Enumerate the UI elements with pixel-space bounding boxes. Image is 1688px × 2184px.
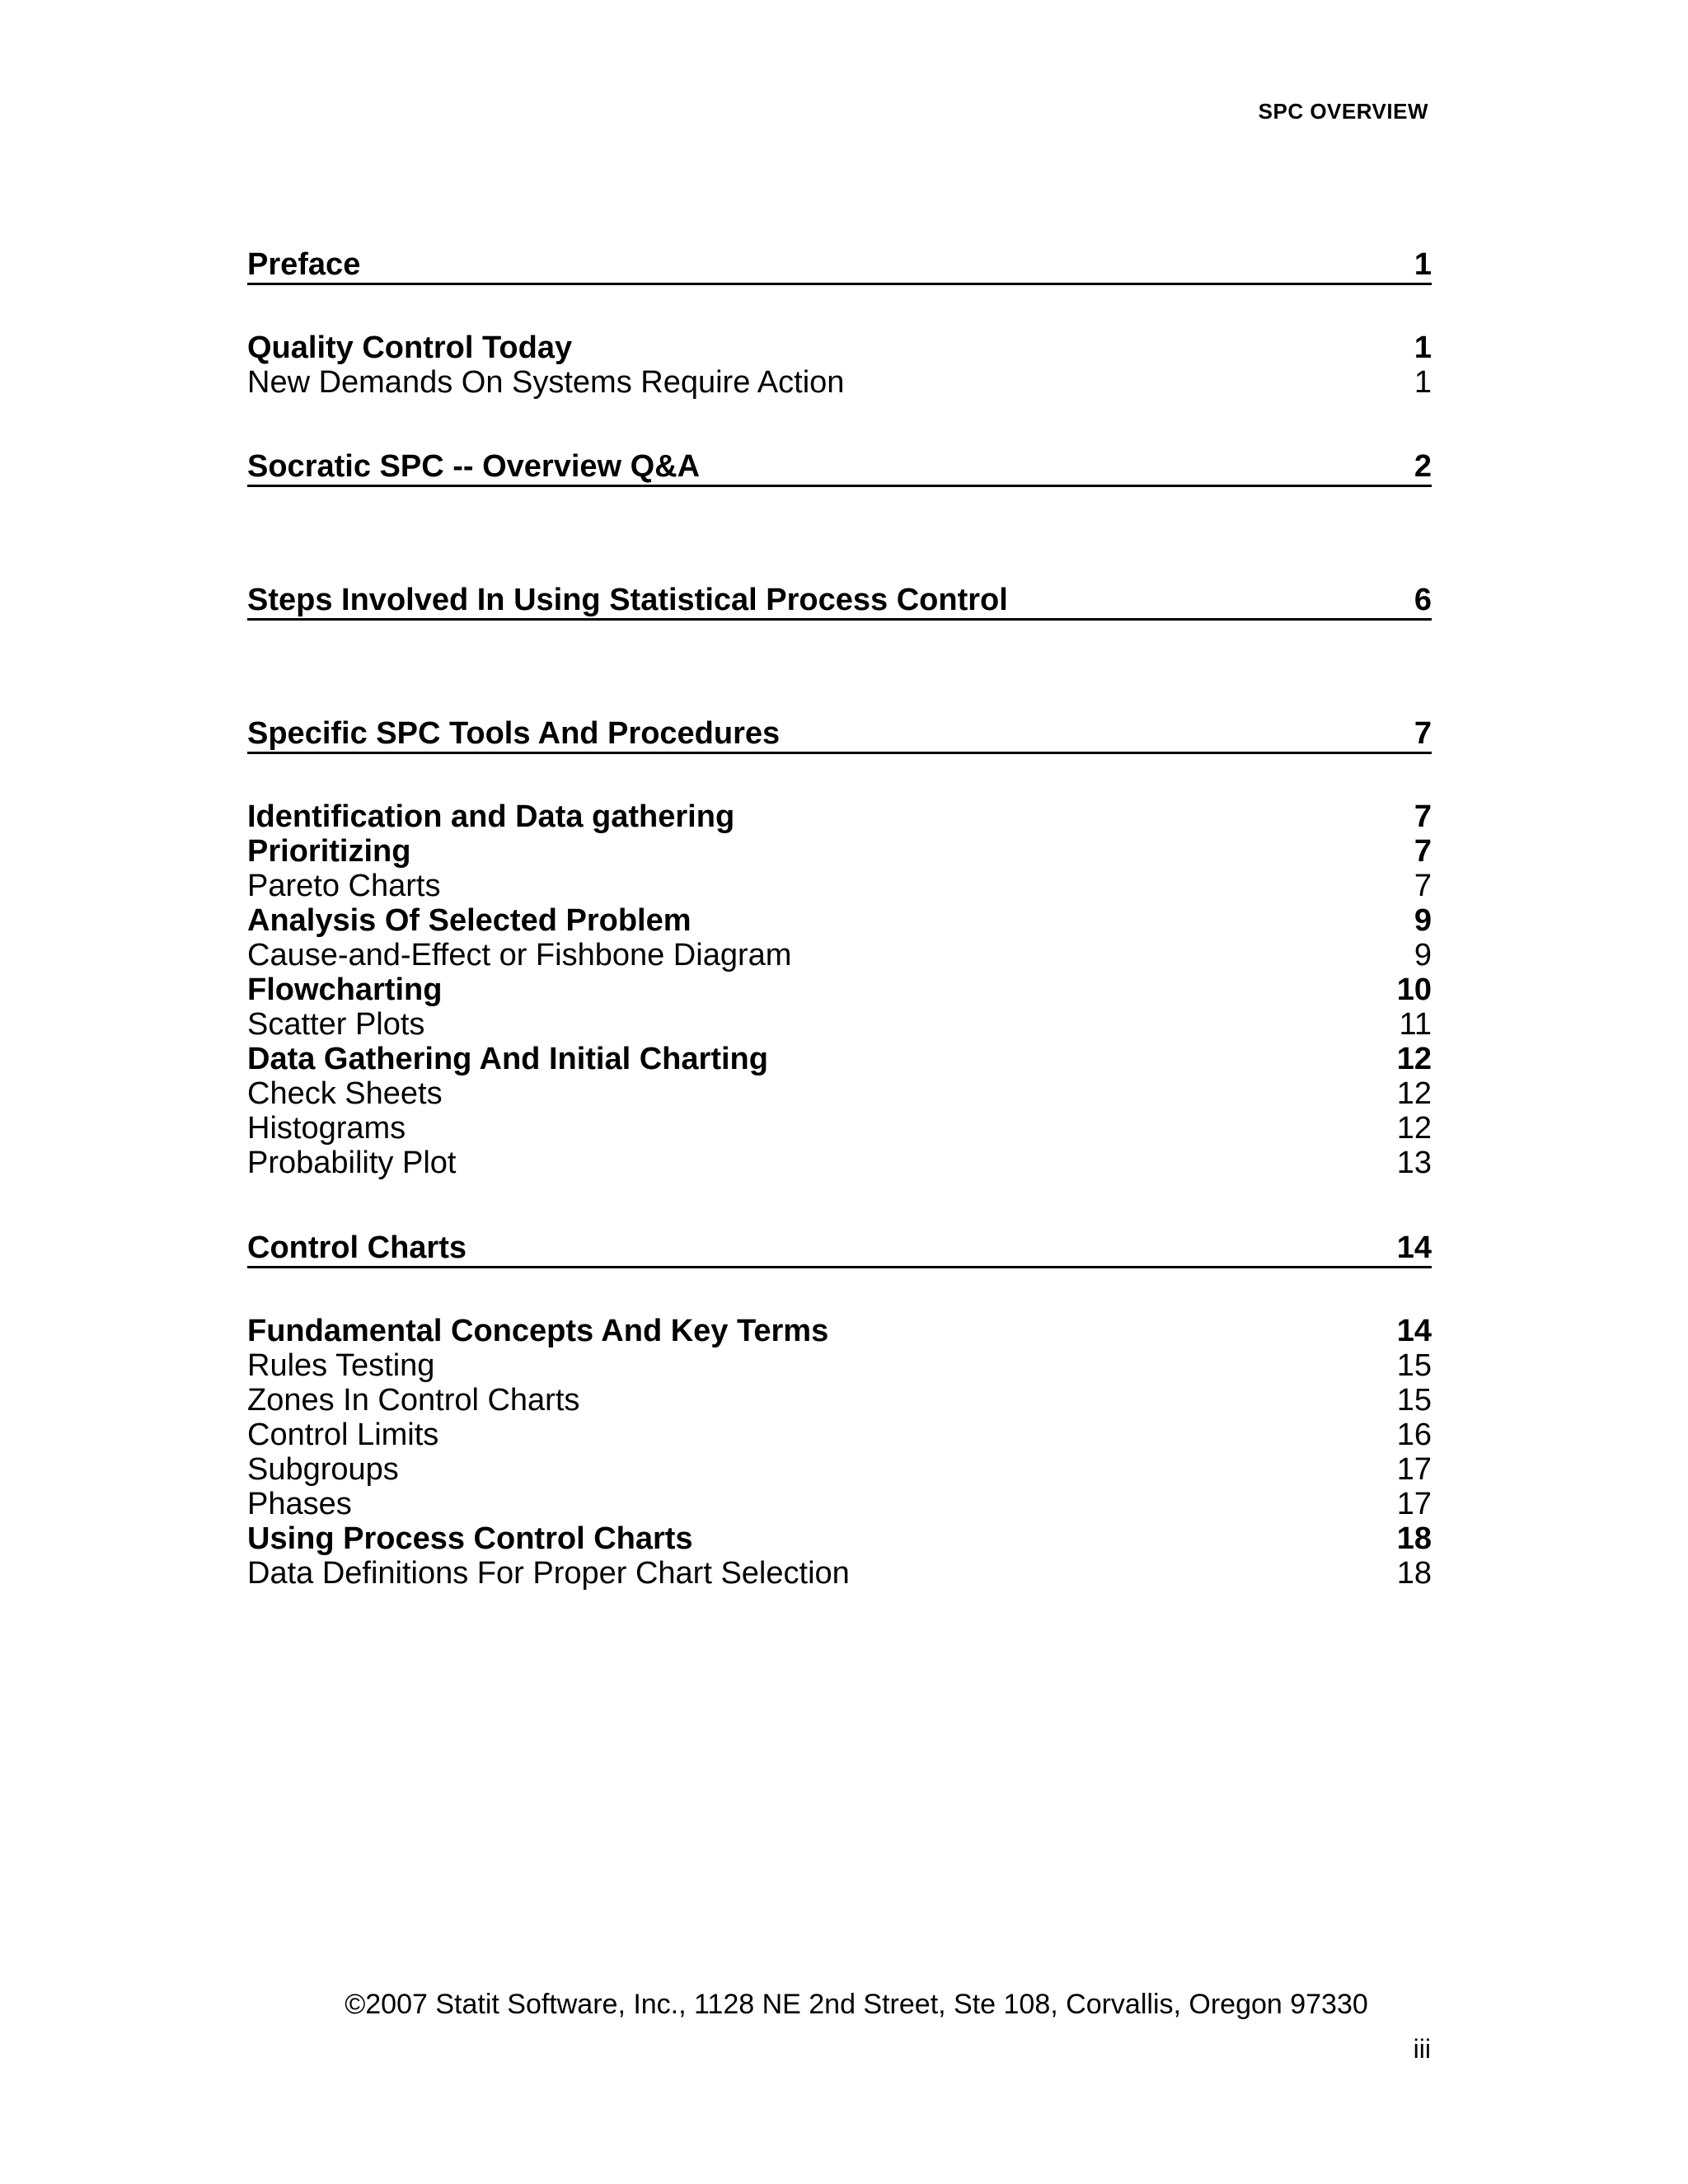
toc-page-number: 17 xyxy=(1396,1452,1432,1487)
toc-title: Cause-and-Effect or Fishbone Diagram xyxy=(247,938,792,972)
toc-page-number: 9 xyxy=(1414,903,1432,938)
toc-entry-fishbone[interactable] xyxy=(247,938,1432,972)
running-header: SPC OVERVIEW xyxy=(1258,99,1428,124)
toc-title: Histograms xyxy=(247,1111,406,1146)
toc-entry-zones[interactable] xyxy=(247,1383,1432,1418)
toc-section-preface[interactable] xyxy=(247,247,1432,282)
toc-page-number: 14 xyxy=(1396,1230,1432,1265)
toc-title: Socratic SPC -- Overview Q&A xyxy=(247,449,701,484)
toc-title: Analysis Of Selected Problem xyxy=(247,903,692,938)
toc-page-number: 12 xyxy=(1396,1111,1432,1146)
toc-title: Check Sheets xyxy=(247,1076,443,1111)
toc-section-socratic-spc[interactable] xyxy=(247,449,1432,484)
toc-title: Fundamental Concepts And Key Terms xyxy=(247,1314,829,1348)
toc-title: Prioritizing xyxy=(247,834,411,869)
toc-page-number: 10 xyxy=(1396,972,1432,1007)
toc-title: Using Process Control Charts xyxy=(247,1521,693,1556)
toc-page-number: 2 xyxy=(1414,449,1432,484)
toc-page-number: 14 xyxy=(1396,1314,1432,1348)
toc-entry-probability-plot[interactable] xyxy=(247,1146,1432,1180)
toc-title: Quality Control Today xyxy=(247,330,573,365)
toc-title: Steps Involved In Using Statistical Process Control xyxy=(247,583,1008,617)
toc-sub-quality-control-today[interactable] xyxy=(247,330,1432,365)
toc-title: Identification and Data gathering xyxy=(247,799,735,834)
toc-title: New Demands On Systems Require Action xyxy=(247,365,845,400)
toc-title: Subgroups xyxy=(247,1452,399,1487)
toc-section-control-charts[interactable] xyxy=(247,1230,1432,1265)
toc-title: Phases xyxy=(247,1487,352,1521)
copyright-footer: ©2007 Statit Software, Inc., 1128 NE 2nd Street, Ste 108, Corvallis, Oregon 97330 xyxy=(345,1989,1368,2020)
toc-entry-rules-testing[interactable] xyxy=(247,1348,1432,1383)
toc-page-number: 1 xyxy=(1414,365,1432,400)
toc-title: Specific SPC Tools And Procedures xyxy=(247,716,781,751)
toc-page-number: 12 xyxy=(1396,1076,1432,1111)
toc-entry-scatter-plots[interactable] xyxy=(247,1007,1432,1042)
toc-page-number: 7 xyxy=(1414,716,1432,751)
toc-entry-new-demands[interactable] xyxy=(247,365,1432,400)
toc-entry-data-definitions[interactable] xyxy=(247,1556,1432,1591)
toc-entry-pareto-charts[interactable] xyxy=(247,869,1432,903)
toc-entry-check-sheets[interactable] xyxy=(247,1076,1432,1111)
toc-sub-analysis[interactable] xyxy=(247,903,1432,938)
toc-entry-phases[interactable] xyxy=(247,1487,1432,1521)
toc-page-number: 7 xyxy=(1414,869,1432,903)
toc-section-specific-spc-tools[interactable] xyxy=(247,716,1432,751)
toc-page-number: 9 xyxy=(1414,938,1432,972)
toc-sub-identification[interactable] xyxy=(247,799,1432,834)
toc-section-steps-involved[interactable] xyxy=(247,583,1432,617)
toc-page-number: 15 xyxy=(1396,1383,1432,1418)
toc-page-number: 6 xyxy=(1414,583,1432,617)
page-number: iii xyxy=(1413,2034,1431,2064)
toc-page-number: 7 xyxy=(1414,799,1432,834)
toc-page-number: 1 xyxy=(1414,247,1432,282)
toc-title: Control Charts xyxy=(247,1230,467,1265)
toc-entry-subgroups[interactable] xyxy=(247,1452,1432,1487)
toc-page-number: 16 xyxy=(1396,1418,1432,1452)
toc-sub-flowcharting[interactable] xyxy=(247,972,1432,1007)
toc-entry-histograms[interactable] xyxy=(247,1111,1432,1146)
toc-page-number: 18 xyxy=(1396,1521,1432,1556)
toc-page-number: 1 xyxy=(1414,330,1432,365)
toc-title: Preface xyxy=(247,247,361,282)
toc-title: Data Gathering And Initial Charting xyxy=(247,1042,768,1076)
toc-entry-control-limits[interactable] xyxy=(247,1418,1432,1452)
toc-page-number: 12 xyxy=(1396,1042,1432,1076)
toc-title: Pareto Charts xyxy=(247,869,441,903)
toc-sub-data-gathering[interactable] xyxy=(247,1042,1432,1076)
toc-title: Flowcharting xyxy=(247,972,443,1007)
toc-title: Data Definitions For Proper Chart Selection xyxy=(247,1556,850,1591)
toc-page-number: 17 xyxy=(1396,1487,1432,1521)
toc-title: Probability Plot xyxy=(247,1146,457,1180)
toc-sub-prioritizing[interactable] xyxy=(247,834,1432,869)
toc-title: Rules Testing xyxy=(247,1348,435,1383)
toc-page-number: 13 xyxy=(1396,1146,1432,1180)
toc-page-number: 15 xyxy=(1396,1348,1432,1383)
toc-page-number: 7 xyxy=(1414,834,1432,869)
toc-title: Scatter Plots xyxy=(247,1007,425,1042)
toc-page-number: 18 xyxy=(1396,1556,1432,1591)
toc-sub-using-process-control-charts[interactable] xyxy=(247,1521,1432,1556)
toc-sub-fundamental-concepts[interactable] xyxy=(247,1314,1432,1348)
toc-title: Control Limits xyxy=(247,1418,439,1452)
toc-title: Zones In Control Charts xyxy=(247,1383,580,1418)
toc-page-number: 11 xyxy=(1399,1007,1432,1042)
